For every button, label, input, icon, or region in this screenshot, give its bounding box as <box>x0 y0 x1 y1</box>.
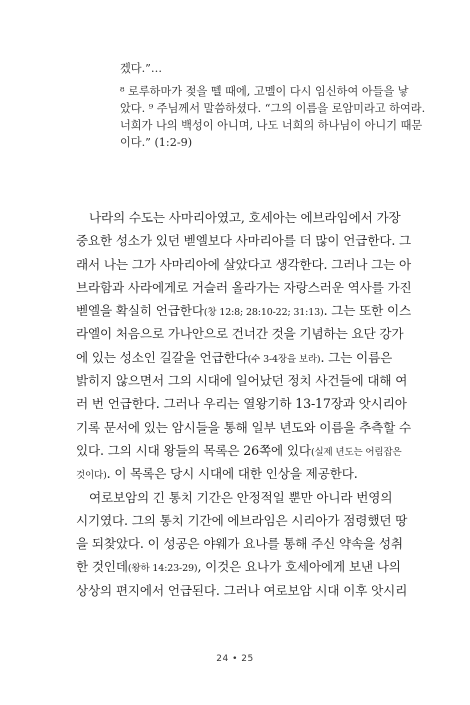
body-line: 상상의 편지에서 언급된다. 그러나 여로보암 시대 이후 앗시리 <box>76 582 408 598</box>
body-line <box>76 439 421 462</box>
body-line: 여로보암의 긴 통치 기간은 안정적일 뿐만 아니라 번영의 <box>89 489 393 505</box>
body-line: 시기였다. 그의 통치 기간에 에브라임은 시리아가 점령했던 땅 <box>76 512 408 528</box>
quote-line: 았다. ⁹ 주님께서 말씀하셨다. “그의 이름을 로암미라고 하여라. <box>120 102 426 115</box>
body-line <box>76 299 421 322</box>
body-text-segment: . 그는 또한 이스 <box>323 303 412 319</box>
quote-line: 너희가 나의 백성이 아니며, 나도 너희의 하나님이 아니기 때문 <box>120 119 423 132</box>
body-line: 기록 문서에 있는 암시들을 통해 일부 년도와 이름을 추측할 수 <box>76 419 412 435</box>
scripture-reference: 것이다) <box>76 470 107 482</box>
body-line <box>76 462 421 485</box>
body-line: 중요한 성소가 있던 벧엘보다 사마리아를 더 많이 언급한다. 그 <box>76 233 412 249</box>
body-line <box>76 555 421 578</box>
quote-line: 이다.” (1:2-9) <box>120 136 193 149</box>
body-text-segment: . 그는 이름은 <box>320 349 393 365</box>
scripture-reference: (왕하 14:23-29) <box>127 563 198 575</box>
body-line <box>76 346 421 369</box>
body-line: 래서 나는 그가 사마리아에 살았다고 생각한다. 그러나 그는 아 <box>76 256 412 272</box>
page-number: 24 • 25 <box>216 654 254 664</box>
body-text-segment: 있다. 그의 시대 왕들의 목록은 26쪽에 있다 <box>76 442 311 458</box>
body-line: 러 번 언급한다. 그러나 우리는 열왕기하 13-17장과 앗시리아 <box>76 396 407 412</box>
quote-line: 겠다.”… <box>120 62 163 75</box>
body-line: 밝히지 않으면서 그의 시대에 일어났던 정치 사건들에 대해 여 <box>76 373 408 389</box>
body-line: 라엘이 처음으로 가나안으로 건너간 것을 기념하는 요단 강가 <box>76 326 404 342</box>
body-paragraphs <box>76 206 421 602</box>
scripture-quote <box>120 60 426 151</box>
body-line: 브라함과 사라에게로 거슬러 올라가는 자랑스러운 역사를 가진 <box>76 279 412 295</box>
scripture-reference: (실제 년도는 어림잡은 <box>310 446 402 458</box>
quote-line: ⁸ 로루하마가 젖을 뗄 때에, 고멜이 다시 임신하여 아들을 낳 <box>120 85 409 98</box>
body-text-segment: 벧엘을 확실히 언급한다 <box>76 303 204 319</box>
body-text-segment: 한 것인데 <box>76 559 128 575</box>
scripture-reference: (창 12:8; 28:10-22; 31:13) <box>203 307 324 319</box>
scripture-reference: (수 3-4장을 보라) <box>247 353 321 365</box>
body-text-segment: 에 있는 성소인 길갈을 언급한다 <box>76 349 248 365</box>
body-text-segment: , 이것은 요나가 호세아에게 보낸 나의 <box>197 559 401 575</box>
body-line: 을 되찾았다. 이 성공은 야웨가 요나를 통해 주신 약속을 성취 <box>76 536 403 552</box>
body-text-segment: . 이 목록은 당시 시대에 대한 인상을 제공한다. <box>106 466 358 482</box>
body-line: 나라의 수도는 사마리아였고, 호세아는 에브라임에서 가장 <box>89 210 401 225</box>
